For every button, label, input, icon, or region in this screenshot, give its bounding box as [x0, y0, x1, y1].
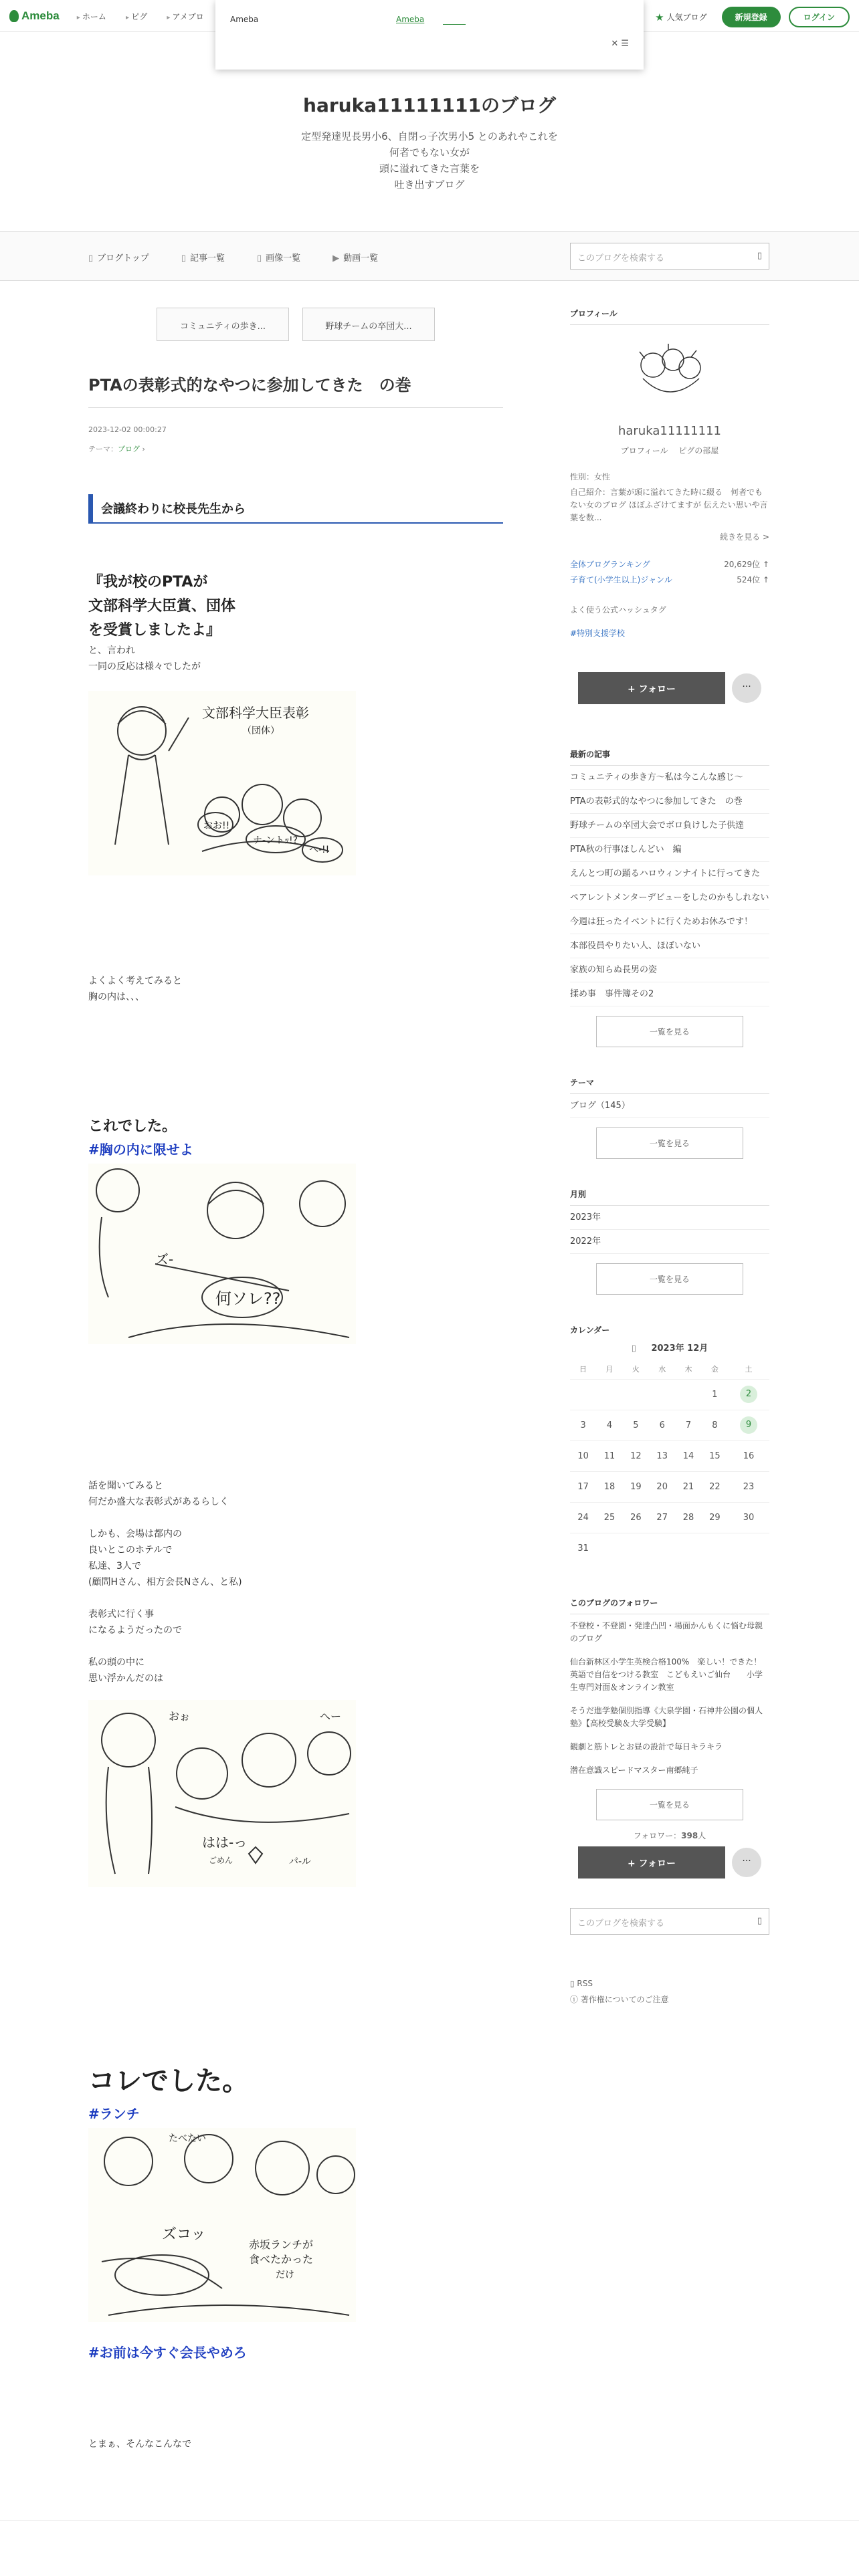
image-icon: ▯ [256, 253, 262, 263]
text-line: 表彰式に行く事 [88, 1609, 154, 1620]
calendar-day [728, 1533, 769, 1564]
illus-text: おぉ [169, 1710, 191, 1723]
ranking-genre-link[interactable]: 子育て(小学生以上)ジャンル [570, 575, 672, 584]
illustration-lunch-fall[interactable] [88, 2128, 356, 2322]
calendar-day: 19 [623, 1471, 649, 1502]
monthly-see-all-button[interactable]: 一覧を見る [596, 1263, 743, 1295]
profile-name[interactable]: haruka11111111 [617, 424, 721, 438]
logo-text: Ameba [21, 9, 60, 22]
ranking-overall-value: 20,629位 ↑ [724, 560, 769, 569]
quote-line: 文部科学大臣賞、団体 [88, 598, 236, 615]
crown-icon: ★ [655, 11, 664, 23]
profile-gender: 性別：女性 [570, 472, 611, 481]
header-actions [655, 7, 850, 27]
recent-item[interactable]: 今週は狂ったイベントに行くためお休みです！ [570, 910, 769, 934]
illus-text: おお!! [203, 821, 230, 831]
blog-search-input[interactable] [570, 243, 769, 270]
text-line: しかも、会場は都内の [88, 1529, 182, 1539]
ameba-logo[interactable] [9, 9, 60, 23]
calendar-weekday: 日 [579, 1364, 587, 1374]
signup-button[interactable]: 新規登録 [722, 7, 781, 27]
popular-blog-link[interactable] [655, 11, 706, 23]
ranking-overall-link[interactable]: 全体ブログランキング [570, 560, 650, 569]
calendar-day: 15 [702, 1440, 728, 1471]
follow-area-bottom [570, 1846, 769, 1879]
calendar-table [570, 1359, 769, 1564]
calendar-day [675, 1533, 701, 1564]
illus-text: パ-ル [289, 1856, 312, 1867]
illus-text: （団体） [242, 726, 280, 736]
ameba-logo-icon [9, 10, 19, 22]
follow-area [570, 672, 769, 704]
search-icon[interactable]: ▯ [757, 251, 762, 261]
recent-item[interactable]: PTA秋の行事ほしんどい 編 [570, 838, 769, 862]
illus-text: たべたい [169, 2133, 206, 2144]
calendar-day [623, 1533, 649, 1564]
entry-date: 2023-12-02 00:00:27 [88, 425, 167, 434]
calendar-month-row [570, 1341, 769, 1354]
calendar-weekday: 火 [632, 1364, 640, 1374]
calendar-week [570, 1533, 769, 1564]
followers-see-all-button[interactable]: 一覧を見る [596, 1789, 743, 1820]
paragraph [88, 973, 503, 1005]
nav-ameblo[interactable]: ▸ アメブロ [167, 12, 203, 21]
follower-item[interactable]: 観劇と筋トレとお昼の設計で毎日キラキラ [570, 1742, 723, 1751]
recent-item[interactable]: コミュニティの歩き方〜私は今こんな感じ〜 [570, 766, 769, 790]
paragraph-story [88, 1478, 503, 1687]
followers-list [570, 1614, 769, 1782]
calendar-day: 1 [702, 1379, 728, 1410]
entry-theme [88, 443, 503, 454]
popup-close-button[interactable]: ✕ ☰ [611, 39, 629, 49]
nav-label: 動画一覧 [343, 253, 379, 263]
popup-title: Ameba [230, 15, 259, 24]
illus-text: だけ [276, 2270, 294, 2280]
blog-desc-line: 頭に溢れてきた言葉を [379, 163, 480, 175]
text-line: 何だか盛大な表彰式があるらしく [88, 1497, 229, 1507]
rss-label: RSS [577, 1979, 593, 1988]
calendar-day: 12 [623, 1440, 649, 1471]
recent-item[interactable]: 揉め事 事件簿その2 [570, 982, 769, 1006]
illus-text: はは-っ [202, 1834, 248, 1850]
theme-see-all-button[interactable]: 一覧を見る [596, 1128, 743, 1159]
video-icon: ▶ [332, 253, 340, 263]
calendar-day: 11 [596, 1440, 622, 1471]
calendar-day: 6 [649, 1410, 675, 1440]
calendar-day: 20 [649, 1471, 675, 1502]
home-icon: ▯ [88, 253, 94, 263]
hashtag-heading: よく使う公式ハッシュタグ [570, 605, 666, 615]
text-line: 思い浮かんだのは [88, 1673, 163, 1684]
calendar-day: 3 [570, 1410, 596, 1440]
blog-header [0, 70, 859, 233]
text-line: 私の頭の中に [88, 1657, 145, 1668]
follower-item[interactable]: 仙台新林区小学生英検合格100% 楽しい！できた！英語で自信をつける教室 こどもえいご仙台 小学生専門対面＆オンライン教室 [570, 1657, 763, 1692]
calendar-day: 29 [702, 1502, 728, 1533]
illus-text: 食べたかった [249, 2253, 314, 2266]
text-line: 話を聞いてみると [88, 1481, 163, 1491]
nav-label: ブログトップ [97, 253, 149, 263]
rss-link[interactable] [570, 1979, 769, 1988]
calendar-day: 21 [675, 1471, 701, 1502]
calendar-prev-icon[interactable]: ▯ [631, 1344, 636, 1354]
follower-count-value: 398 [681, 1831, 698, 1840]
calendar-day[interactable] [728, 1379, 769, 1410]
recent-heading: 最新の記事 [570, 748, 769, 766]
profile-avatar[interactable] [630, 338, 710, 412]
calendar-day: 24 [570, 1502, 596, 1533]
calendar-weekday: 水 [658, 1364, 666, 1374]
text-line: と、言われ [88, 645, 135, 656]
ameba-popup [215, 0, 644, 70]
follow-menu-button-bottom[interactable]: ··· [732, 1848, 761, 1877]
calendar-day [649, 1379, 675, 1410]
hashtag-heading[interactable]: #ランチ [88, 2106, 140, 2122]
follower-count-unit: 人 [698, 1831, 706, 1840]
calendar-day: 28 [675, 1502, 701, 1533]
nav-images[interactable] [257, 251, 300, 263]
follower-item[interactable]: そうだ進学塾個別指導《大泉学園・石神井公園の個人塾》【高校受験＆大学受験】 [570, 1706, 763, 1728]
illustration-bowing-group[interactable] [88, 1700, 356, 1887]
theme-link[interactable]: ブログ [118, 445, 140, 453]
calendar-day: 13 [649, 1440, 675, 1471]
blog-title[interactable]: haruka11111111のブログ [303, 94, 556, 116]
info-icon: ⓘ [570, 1995, 581, 2004]
illus-text: へ-!! [309, 845, 330, 855]
quote-line: 『我が校のPTAが [88, 574, 208, 591]
entry-subheading: 会議終わりに校長先生から [88, 494, 503, 524]
month-item[interactable]: 2022年 [570, 1230, 769, 1254]
calendar-day: 18 [596, 1471, 622, 1502]
text-line: 良いとこのホテルで [88, 1545, 173, 1555]
paragraph [88, 643, 503, 675]
blog-desc-line: 定型発達児長男小6、自閉っ子次男小5 とのあれやこれを [301, 130, 558, 142]
followers-heading: このブログのフォロワー [570, 1597, 769, 1614]
calendar-day [623, 1379, 649, 1410]
calendar-day: 27 [649, 1502, 675, 1533]
sidebar-search-input[interactable] [570, 1908, 769, 1935]
theme-heading: テーマ [570, 1077, 769, 1094]
entry-main [88, 281, 503, 2452]
month-item[interactable]: 2023年 [570, 1206, 769, 1230]
calendar-day-with-post[interactable]: 2 [740, 1386, 757, 1403]
quote-block [88, 570, 503, 643]
nav-pigg[interactable]: ▸ ピグ [126, 12, 147, 21]
calendar-weekday: 木 [684, 1364, 692, 1374]
ranking-genre-value: 524位 ↑ [737, 575, 769, 584]
hashtag-heading[interactable]: #胸の内に限せよ [88, 1142, 193, 1158]
nav-articles[interactable] [181, 251, 225, 263]
calendar-day: 17 [570, 1471, 596, 1502]
entry-title[interactable]: PTAの表彰式的なやつに参加してきた の巻 [88, 372, 503, 408]
follower-count-label: フォロワー： [633, 1831, 682, 1840]
hashtag-heading[interactable]: #お前は今すぐ会長やめろ [88, 2345, 247, 2361]
nav-videos[interactable] [332, 251, 378, 263]
calendar-day [596, 1533, 622, 1564]
search-placeholder: このブログを検索する [577, 1919, 665, 1929]
calendar-week [570, 1410, 769, 1440]
popular-label: 人気ブログ [666, 13, 707, 22]
recent-item[interactable]: 本部役員やりたい人、ほぼいない [570, 934, 769, 958]
illus-text: ズコッ [162, 2226, 206, 2243]
calendar-week [570, 1440, 769, 1471]
calendar-day [675, 1379, 701, 1410]
illustration-puzzled-faces[interactable] [88, 1164, 356, 1344]
calendar-weekday: 土 [745, 1364, 753, 1374]
illus-text: 赤坂ランチが [249, 2238, 314, 2251]
follower-item[interactable]: 不登校・不登園・発達凸凹・場面かんもくに悩む母親のブログ [570, 1621, 763, 1643]
list-icon: ▯ [181, 253, 186, 263]
copyright-label: 著作権についてのご注意 [580, 1995, 669, 2004]
monthly-heading: 月別 [570, 1188, 769, 1206]
sidebar [570, 281, 769, 2005]
read-more-link[interactable]: 続きを見る > [720, 532, 769, 542]
calendar-day[interactable] [728, 1410, 769, 1440]
emphasis-text: これでした。 [88, 1118, 177, 1135]
calendar-day: 22 [702, 1471, 728, 1502]
line-spacer [88, 1510, 503, 1526]
blog-nav [0, 231, 859, 281]
line-spacer [88, 1590, 503, 1606]
calendar-day: 14 [675, 1440, 701, 1471]
line-spacer [88, 1638, 503, 1654]
global-nav [77, 9, 220, 22]
calendar-day: 26 [623, 1502, 649, 1533]
illus-text: へー [320, 1710, 342, 1723]
illus-text: ごめん [209, 1856, 233, 1865]
calendar-day [570, 1379, 596, 1410]
search-icon[interactable]: ▯ [757, 1916, 762, 1926]
text-line: 胸の内は、、、 [88, 992, 145, 1002]
paragraph: とまぁ、そんなこんなで [88, 2439, 191, 2450]
recent-item[interactable]: PTAの表彰式的なやつに参加してきた の巻 [570, 790, 769, 814]
calendar-day: 25 [596, 1502, 622, 1533]
calendar-day: 8 [702, 1410, 728, 1440]
hashtag-link[interactable]: #特別支援学校 [570, 629, 626, 638]
nav-label: 記事一覧 [189, 253, 225, 263]
profile-links[interactable]: プロフィール ピグの部屋 [620, 446, 719, 455]
calendar-month: 2023年 12月 [651, 1344, 708, 1354]
illus-text: 文部科学大臣表彰 [202, 705, 309, 721]
theme-item[interactable]: ブログ（145） [570, 1094, 769, 1118]
calendar-day: 16 [728, 1440, 769, 1471]
illus-text: 何ソレ?? [215, 1289, 281, 1308]
popup-link[interactable]: Ameba [396, 15, 425, 24]
profile-intro: 自己紹介：言葉が頭に溢れてきた時に綴る 何者でもない女のブログ ほぼふざけてますが 伝えたい思いや言葉を数... [570, 488, 768, 522]
entry-pager [88, 308, 503, 341]
nav-label: 画像一覧 [266, 253, 301, 263]
search-placeholder: このブログを検索する [577, 253, 665, 263]
calendar-week [570, 1379, 769, 1410]
calendar-day: 4 [596, 1410, 622, 1440]
follow-button[interactable]: + フォロー [578, 672, 725, 704]
recent-item[interactable]: 家族の知らぬ長男の姿 [570, 958, 769, 982]
illus-text: ズ- [155, 1251, 174, 1267]
text-line: (顧問Hさん、相方会長Nさん、と私) [88, 1577, 242, 1588]
rss-icon: ▯ [570, 1979, 577, 1988]
calendar-heading: カレンダー [570, 1325, 610, 1335]
calendar-day [649, 1533, 675, 1564]
copyright-link[interactable] [570, 1994, 769, 2005]
follow-button-bottom[interactable]: + フォロー [578, 1846, 725, 1879]
profile-heading: プロフィール [570, 308, 769, 325]
theme-label: テーマ： [88, 445, 118, 453]
blog-desc-line: 何者でもない女が [389, 146, 470, 158]
calendar-day: 31 [570, 1533, 596, 1564]
prev-entry-button[interactable]: コミュニティの歩き... [157, 308, 289, 341]
calendar-day: 7 [675, 1410, 701, 1440]
calendar-weekday: 金 [710, 1364, 719, 1374]
calendar-weekday: 月 [605, 1364, 613, 1374]
illus-text: ナ-ントｯ!? [253, 835, 298, 846]
follower-count [570, 1830, 769, 1841]
text-line: 一同の反応は様々でしたが [88, 661, 201, 672]
illustration-award-announcement[interactable] [88, 691, 356, 875]
calendar-day-with-post[interactable]: 9 [740, 1416, 757, 1434]
text-line: よくよく考えてみると [88, 976, 182, 986]
follow-menu-button[interactable]: ··· [732, 673, 761, 703]
calendar-day: 10 [570, 1440, 596, 1471]
quote-line: を受賞しましたよ』 [88, 622, 221, 639]
calendar-week [570, 1502, 769, 1533]
chevron-right-icon: › [140, 445, 145, 453]
nav-home[interactable]: ▸ ホーム [77, 12, 106, 21]
text-line: 私達、3人で [88, 1561, 141, 1572]
recent-item[interactable]: 野球チームの卒団大会でボロ負けした子供達 [570, 814, 769, 838]
emphasis-heading: コレでした。 [88, 2066, 249, 2097]
text-line: になるようだったので [88, 1625, 182, 1636]
next-entry-button[interactable]: 野球チームの卒団大... [302, 308, 435, 341]
popup-underline [443, 24, 466, 25]
blog-desc-line: 吐き出すブログ [394, 179, 465, 191]
follower-item[interactable]: 潜在意識スピードマスター南郷純子 [570, 1765, 698, 1775]
blog-description [0, 128, 859, 193]
calendar-day: 23 [728, 1471, 769, 1502]
login-button[interactable]: ログイン [789, 7, 850, 27]
recent-see-all-button[interactable]: 一覧を見る [596, 1016, 743, 1047]
calendar-day: 5 [623, 1410, 649, 1440]
calendar-day [702, 1533, 728, 1564]
recent-item[interactable]: ペアレントメンターデビューをしたのかもしれない [570, 886, 769, 910]
ranking-block [570, 558, 769, 585]
calendar-day [596, 1379, 622, 1410]
calendar-day: 30 [728, 1502, 769, 1533]
calendar-week [570, 1471, 769, 1502]
nav-blog-top[interactable] [88, 251, 149, 263]
recent-item[interactable]: えんとつ町の踊るハロウィンナイトに行ってきた [570, 862, 769, 886]
recent-list [570, 766, 769, 1006]
